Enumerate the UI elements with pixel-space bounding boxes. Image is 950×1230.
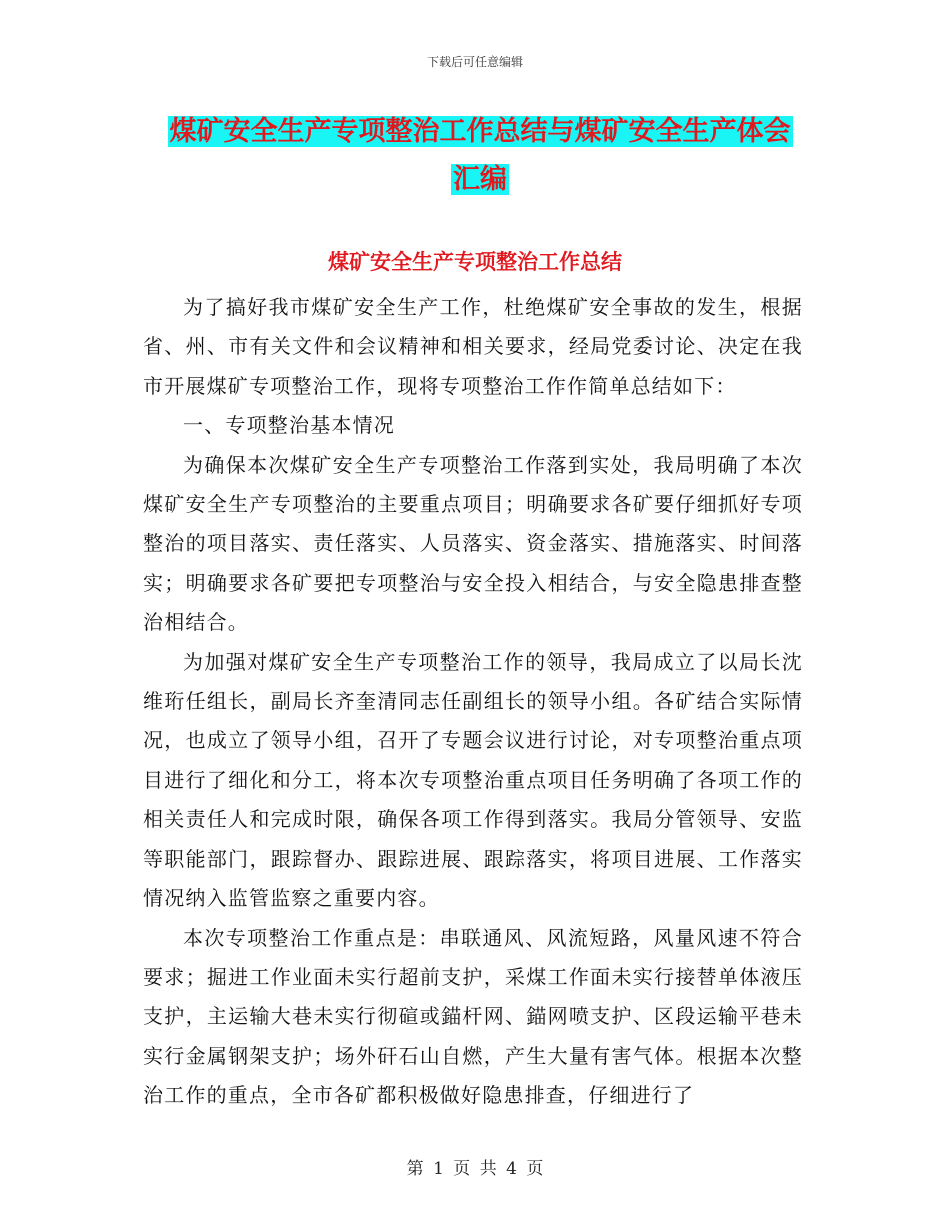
page-header: 下载后可任意编辑 — [426, 55, 523, 69]
section-title: 煤矿安全生产专项整治工作总结 — [328, 249, 622, 274]
title-line-1: 煤矿安全生产专项整治工作总结与煤矿安全生产体会 — [169, 116, 791, 147]
paragraph-intro: 为了搞好我市煤矿安全生产工作，杜绝煤矿安全事故的发生，根据省、州、市有关文件和会议精神和相关要求，经局党委讨论、决定在我市开展煤矿专项整治工作，现将专项整治工作作简单总结如下： — [143, 295, 803, 398]
page-number-footer: 第 1 页 共 4 页 — [406, 1159, 544, 1179]
title-line-2: 汇编 — [453, 164, 507, 195]
paragraph-heading: 一、专项整治基本情况 — [183, 413, 395, 438]
paragraph-1: 为确保本次煤矿安全生产专项整治工作落到实处，我局明确了本次煤矿安全生产专项整治的主要重点项目；明确要求各矿要仔细抓好专项整治的项目落实、责任落实、人员落实、资金落实、措施落实、时间落实；明确要求各矿要把专项整治与安全投入相结合，与安全隐患排查整治相结合。 — [143, 452, 803, 635]
paragraph-3: 本次专项整治工作重点是：串联通风、风流短路，风量风速不符合要求；掘进工作业面未实行超前支护，采煤工作面未实行接替单体液压支护，主运输大巷未实行彻碹或錨杆网、錨网喷支护、区段运输平巷未实行金属钢架支护；场外矸石山自燃，产生大量有害气体。根据本次整治工作的重点，全市各矿都积极做好隐患排查，仔细进行了 — [143, 925, 803, 1108]
paragraph-2: 为加强对煤矿安全生产专项整治工作的领导，我局成立了以局长沈维珩任组长，副局长齐奎清同志任副组长的领导小组。各矿结合实际情况，也成立了领导小组，召开了专题会议进行讨论，对专项整治重点项目进行了细化和分工，将本次专项整治重点项目任务明确了各项工作的相关责任人和完成时限，确保各项工作得到落实。我局分管领导、安监等职能部门，跟踪督办、跟踪进展、跟踪落实，将项目进展、工作落实情况纳入监管监察之重要内容。 — [143, 649, 803, 911]
document-title — [140, 108, 820, 204]
body-text — [143, 288, 803, 1116]
